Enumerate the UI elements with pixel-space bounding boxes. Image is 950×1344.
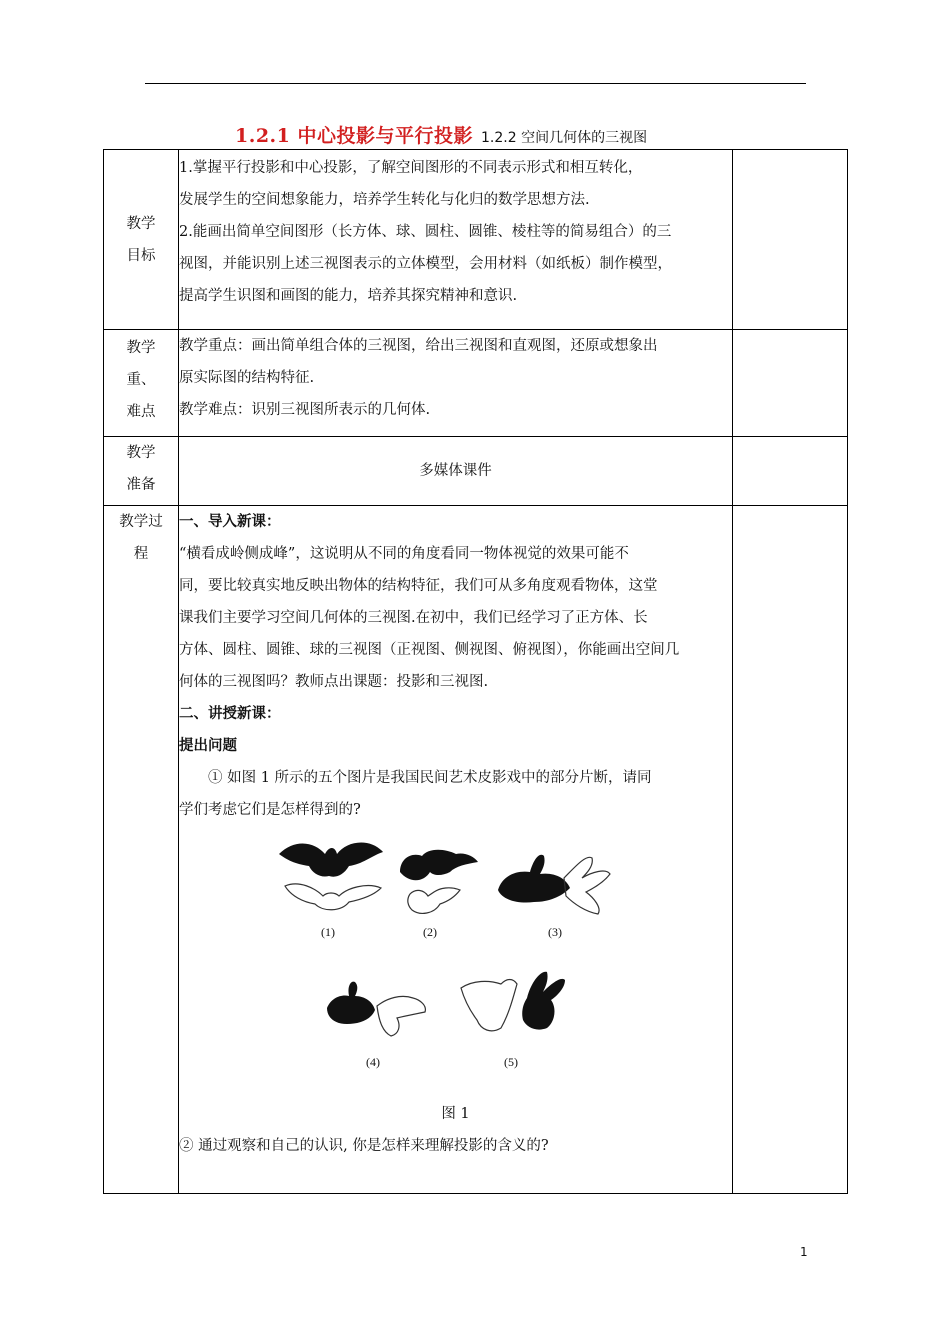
question-line: 学们考虑它们是怎样得到的? xyxy=(179,802,361,818)
question-line: ① 如图 1 所示的五个图片是我国民间艺术皮影戏中的部分片断，请同 xyxy=(208,770,652,786)
goals-line: 视图，并能识别上述三视图表示的立体模型，会用材料（如纸板）制作模型， xyxy=(179,256,672,272)
keypoints-line: 原实际图的结构特征. xyxy=(179,370,315,386)
keypoints-notes xyxy=(733,330,848,437)
goals-line: 1.掌握平行投影和中心投影，了解空间图形的不同表示形式和相互转化， xyxy=(179,160,643,176)
prep-content xyxy=(179,437,733,506)
header-rule xyxy=(145,83,806,84)
row-goals xyxy=(104,150,848,330)
section-heading: 一、导入新课： xyxy=(179,513,281,530)
goals-content xyxy=(179,150,733,330)
shadow-image-3 xyxy=(494,848,624,928)
intro-line: “横看成岭侧成峰”，这说明从不同的角度看同一物体视觉的效果可能不 xyxy=(179,546,629,562)
figure-label-2: (2) xyxy=(423,925,437,939)
row-process xyxy=(104,506,848,1194)
keypoints-line: 教学重点：画出简单组合体的三视图，给出三视图和直观图，还原或想象出 xyxy=(179,338,658,354)
title-main: 1.2.1 中心投影与平行投影 xyxy=(235,125,474,147)
process-notes xyxy=(733,506,848,1194)
intro-line: 何体的三视图吗？教师点出课题：投影和三视图. xyxy=(179,674,489,690)
title-sub: 1.2.2 空间几何体的三视图 xyxy=(481,130,648,146)
shadow-image-4 xyxy=(321,976,433,1048)
subheading: 提出问题 xyxy=(179,737,237,754)
question-line: ② 通过观察和自己的认识, 你是怎样来理解投影的含义的? xyxy=(179,1138,549,1154)
shadow-image-1 xyxy=(275,836,387,920)
process-label: 教学过 程 xyxy=(104,506,179,1194)
intro-line: 课我们主要学习空间几何体的三视图.在初中，我们已经学习了正方体、长 xyxy=(179,610,648,626)
process-content xyxy=(179,506,733,1194)
section-heading: 二、讲授新课： xyxy=(179,705,281,722)
row-prep xyxy=(104,437,848,506)
figure-label-1: (1) xyxy=(321,925,335,939)
keypoints-label: 教学 重、 难点 xyxy=(104,330,179,437)
row-keypoints xyxy=(104,330,848,437)
shadow-image-5 xyxy=(455,958,585,1052)
prep-notes xyxy=(733,437,848,506)
keypoints-line: 教学难点：识别三视图所表示的几何体. xyxy=(179,402,431,418)
goals-line: 发展学生的空间想象能力，培养学生转化与化归的数学思想方法. xyxy=(179,192,590,208)
figure-label-3: (3) xyxy=(548,925,562,939)
goals-label: 教学 目标 xyxy=(104,150,179,330)
figure-caption: 图 1 xyxy=(441,1106,470,1122)
prep-label: 教学 准备 xyxy=(104,437,179,506)
figure-label-5: (5) xyxy=(504,1055,518,1069)
figure-label-4: (4) xyxy=(366,1055,380,1069)
keypoints-content xyxy=(179,330,733,437)
goals-line: 提高学生识图和画图的能力，培养其探究精神和意识. xyxy=(179,288,518,304)
goals-notes xyxy=(733,150,848,330)
goals-line: 2.能画出简单空间图形（长方体、球、圆柱、圆锥、棱柱等的简易组合）的三 xyxy=(179,224,672,240)
intro-line: 同，要比较真实地反映出物体的结构特征，我们可从多角度观看物体，这堂 xyxy=(179,578,658,594)
page-number: 1 xyxy=(800,1245,808,1259)
prep-text: 多媒体课件 xyxy=(419,463,492,479)
intro-line: 方体、圆柱、圆锥、球的三视图（正视图、侧视图、俯视图），你能画出空间几 xyxy=(179,642,680,658)
shadow-puppet-figure xyxy=(179,830,732,1098)
shadow-image-2 xyxy=(394,842,484,924)
page-title xyxy=(235,121,647,148)
lesson-table xyxy=(103,149,848,1194)
